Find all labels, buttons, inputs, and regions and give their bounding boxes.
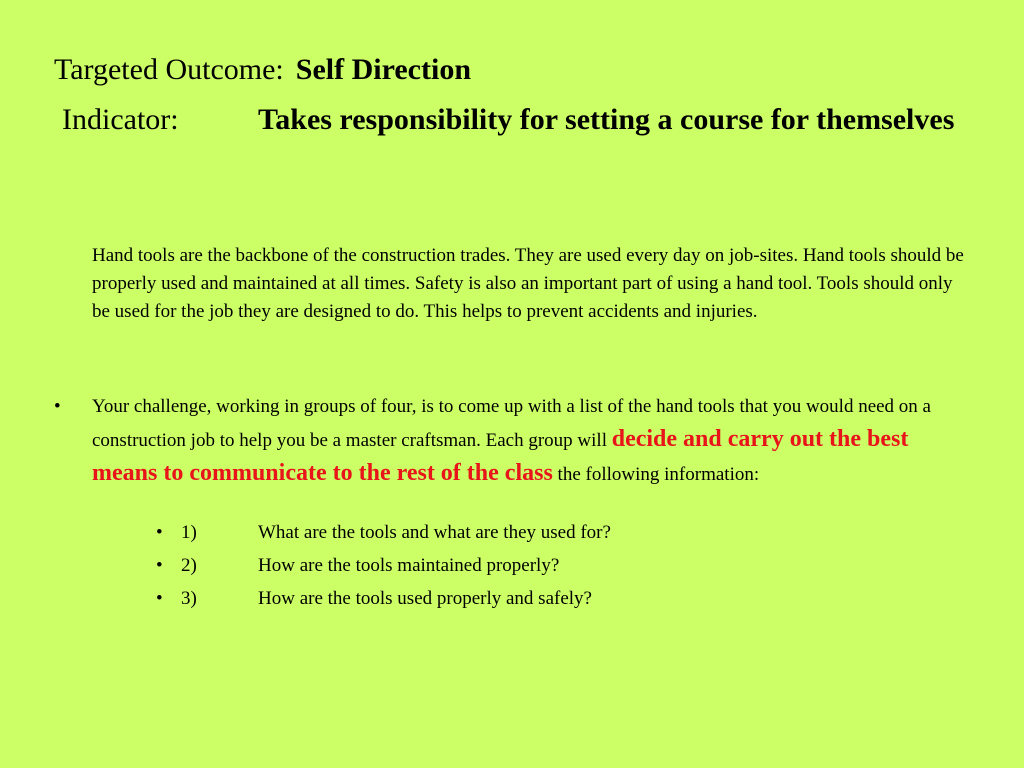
item-text: How are the tools maintained properly? [258, 555, 560, 576]
intro-paragraph: Hand tools are the backbone of the construction trades. They are used every day on job-sites. Hand tools should be properly used and maintained at all times. Safety is also an important part of using a hand tool. Tools should only be used for the job they are designed to do. This helps to prevent accidents and injuries. [92, 245, 964, 322]
challenge-paragraph [92, 391, 972, 491]
bullet: • [156, 522, 163, 543]
challenge-text-before: Your challenge, working in groups of four, is to come up with a list of the hand tools that you would need on a construction job to help you be a master craftsman. Each group will [92, 396, 931, 451]
bullet: • [156, 588, 163, 609]
targeted-outcome [54, 52, 471, 88]
outcome-label: Targeted Outcome: [54, 53, 284, 86]
list-item [156, 549, 956, 582]
indicator-label: Indicator: [62, 103, 179, 136]
item-text: How are the tools used properly and safely? [258, 588, 592, 609]
challenge-bullet: • [54, 396, 61, 417]
item-text: What are the tools and what are they used for? [258, 522, 611, 543]
indicator-value: Takes responsibility for setting a course for themselves [258, 103, 955, 136]
item-number: 3) [181, 588, 197, 609]
list-item [156, 516, 956, 549]
item-number: 1) [181, 522, 197, 543]
challenge-text-after: the following information: [552, 464, 760, 485]
outcome-value: Self Direction [295, 53, 472, 86]
challenge-emphasis: decide and carry out the best means to communicate to the rest of the class [92, 426, 909, 486]
list-item [156, 582, 956, 615]
question-list [156, 516, 956, 615]
item-number: 2) [181, 555, 197, 576]
bullet: • [156, 555, 163, 576]
